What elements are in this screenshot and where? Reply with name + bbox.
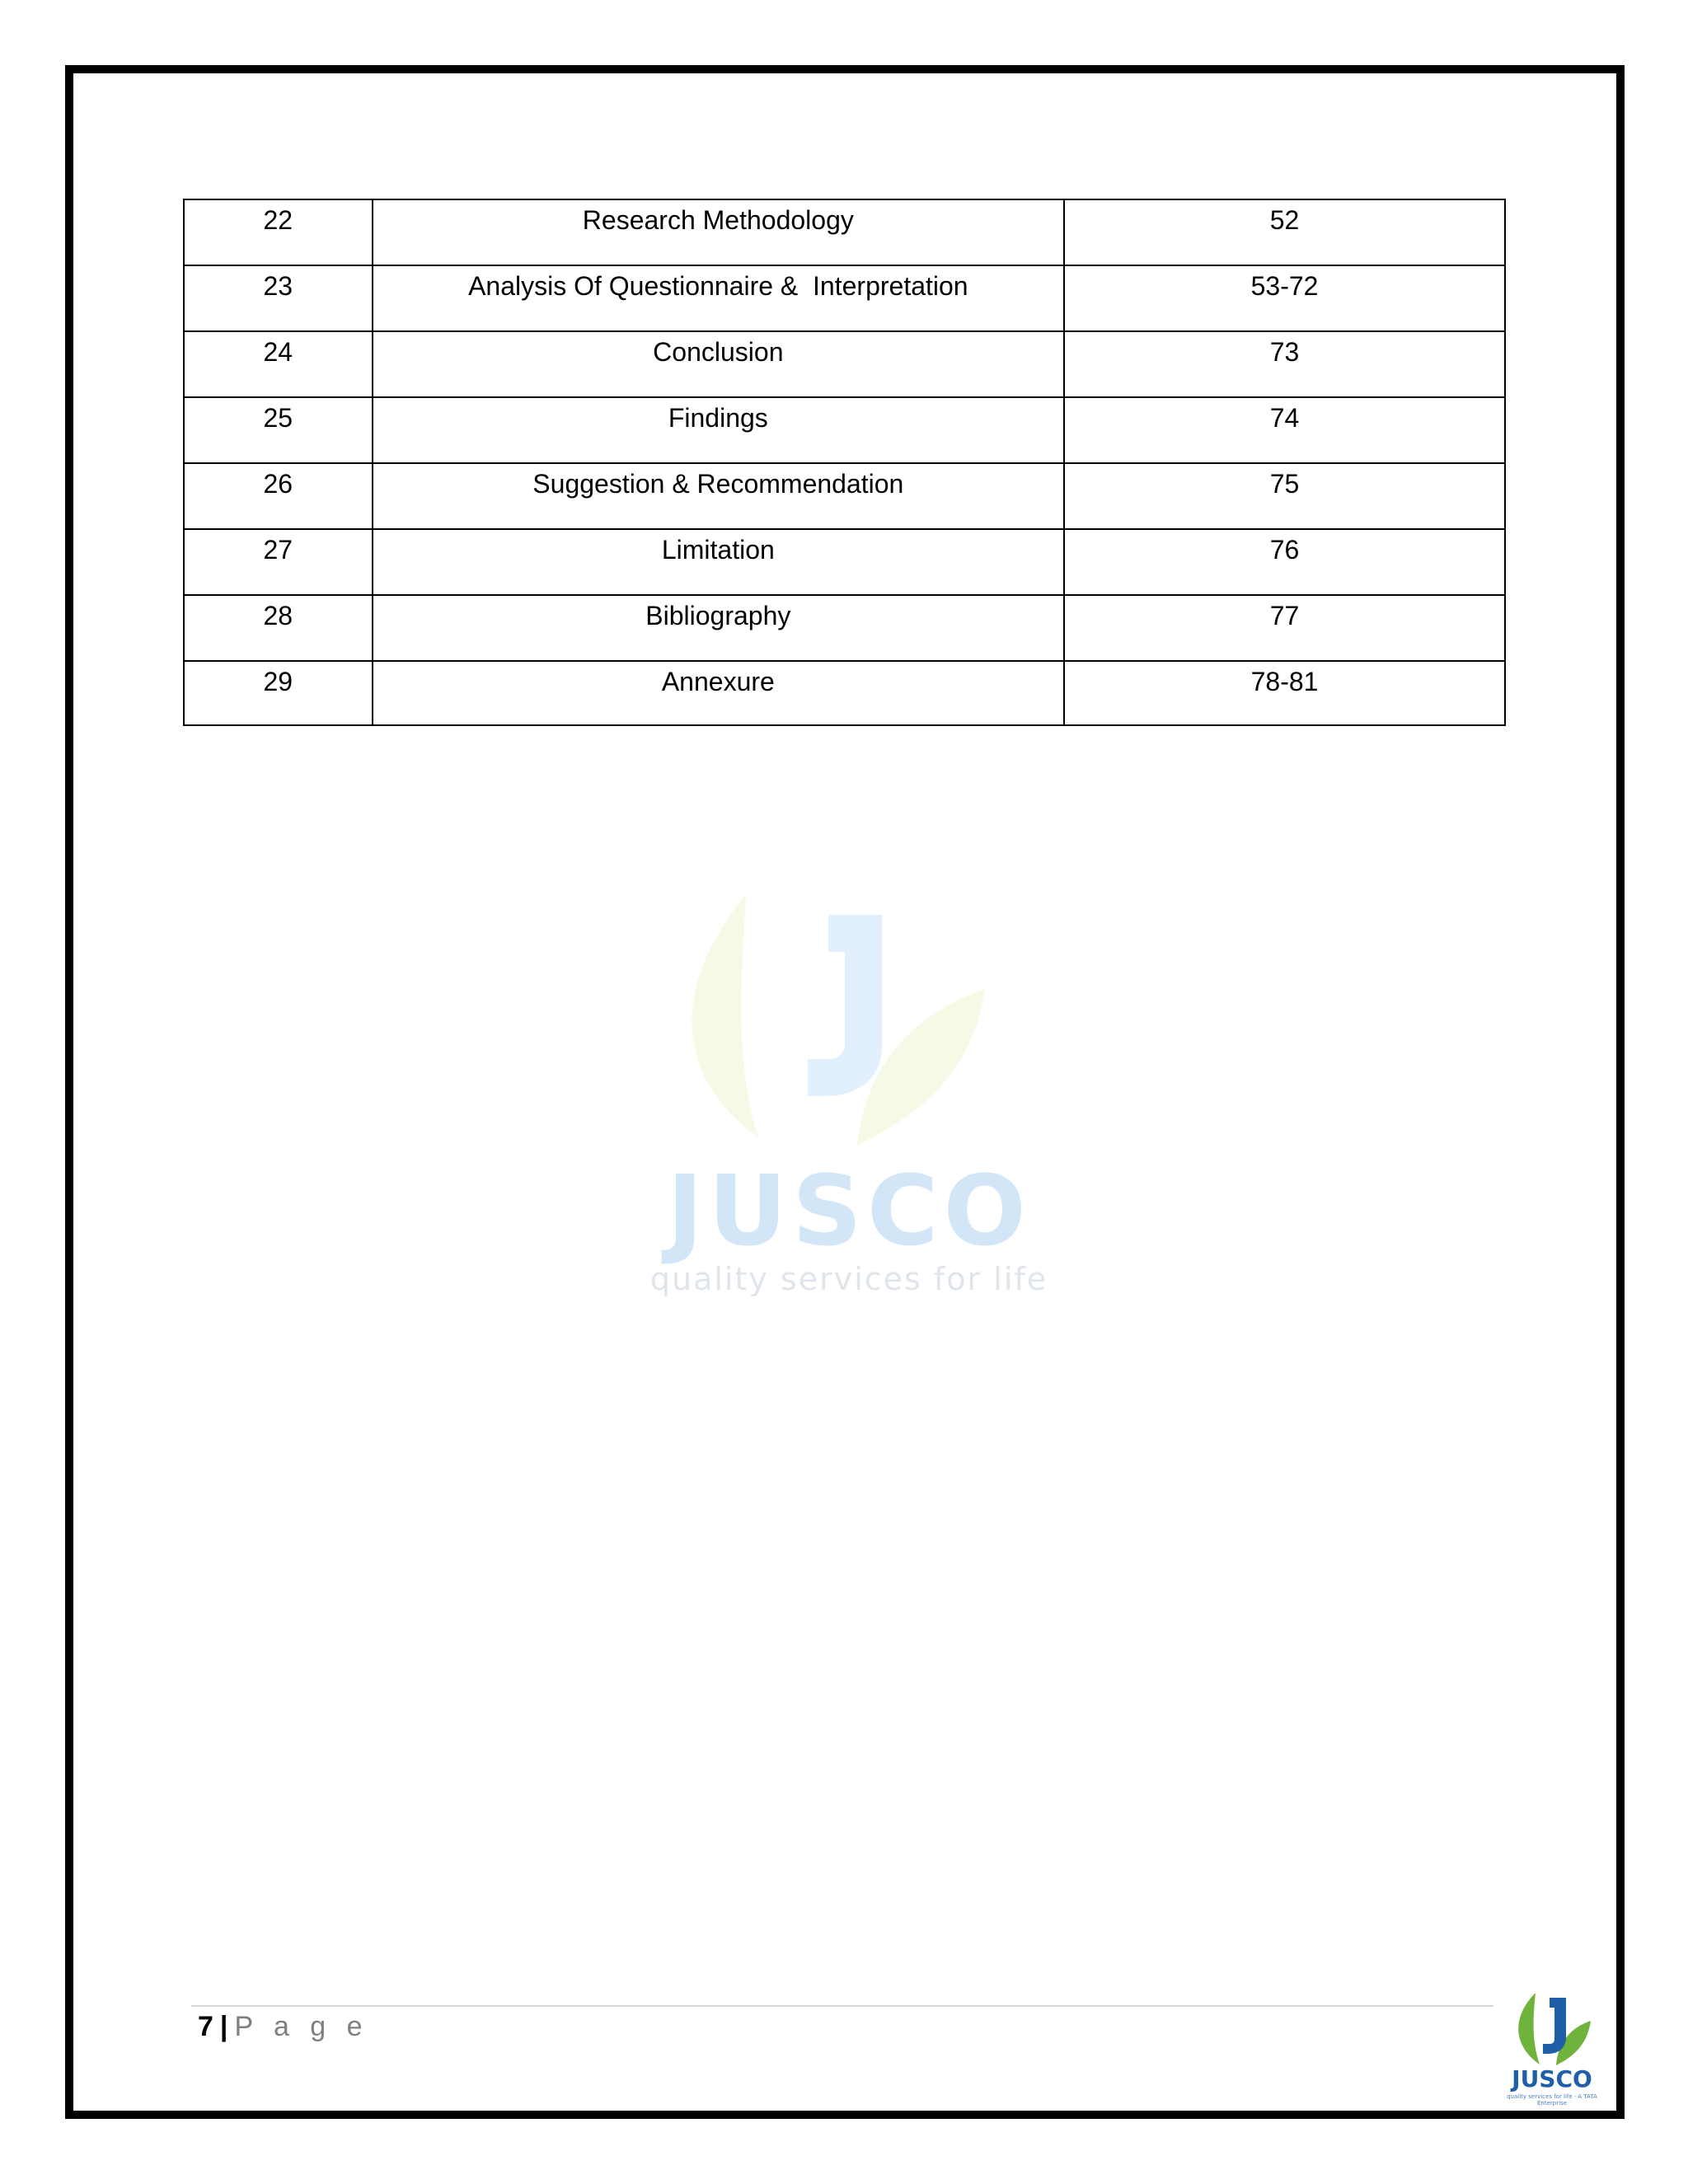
table-row <box>184 529 1505 595</box>
corner-logo <box>1498 1986 1606 2110</box>
toc-page: 75 <box>1064 463 1505 529</box>
toc-title: Research Methodology <box>373 199 1065 265</box>
toc-number: 26 <box>184 463 373 529</box>
watermark-tagline: quality services for life <box>649 1261 1048 1297</box>
leaf-j-icon <box>643 890 1055 1170</box>
toc-page: 76 <box>1064 529 1505 595</box>
footer-divider <box>191 2005 1493 2007</box>
table-row <box>184 463 1505 529</box>
watermark-brand: JUSCO <box>667 1154 1031 1268</box>
toc-title: Conclusion <box>373 331 1065 397</box>
toc-page: 74 <box>1064 397 1505 463</box>
table-row <box>184 199 1505 265</box>
page-label: P a g e <box>234 2011 369 2042</box>
toc-page: 77 <box>1064 595 1505 661</box>
page-number: 7 <box>198 2011 213 2042</box>
watermark-logo <box>643 890 1055 1319</box>
table-row <box>184 661 1505 725</box>
corner-logo-tagline: quality services for life · A TATA Enterprise <box>1507 2093 1597 2107</box>
page-footer <box>198 2011 369 2043</box>
toc-number: 28 <box>184 595 373 661</box>
toc-number: 23 <box>184 265 373 331</box>
toc-page: 73 <box>1064 331 1505 397</box>
toc-table <box>183 199 1506 726</box>
toc-title: Suggestion & Recommendation <box>373 463 1065 529</box>
toc-page: 78-81 <box>1064 661 1505 725</box>
toc-title: Findings <box>373 397 1065 463</box>
leaf-j-icon <box>1498 1986 1606 2069</box>
page-separator: | <box>219 2011 228 2042</box>
table-row <box>184 595 1505 661</box>
table-row <box>184 331 1505 397</box>
toc-title: Annexure <box>373 661 1065 725</box>
table-row <box>184 397 1505 463</box>
table-row <box>184 265 1505 331</box>
toc-title: Limitation <box>373 529 1065 595</box>
toc-title: Bibliography <box>373 595 1065 661</box>
toc-page: 53-72 <box>1064 265 1505 331</box>
toc-number: 22 <box>184 199 373 265</box>
toc-title: Analysis Of Questionnaire & Interpretation <box>373 265 1065 331</box>
toc-number: 27 <box>184 529 373 595</box>
toc-number: 25 <box>184 397 373 463</box>
toc-page: 52 <box>1064 199 1505 265</box>
corner-logo-brand: JUSCO <box>1512 2065 1592 2093</box>
toc-number: 29 <box>184 661 373 725</box>
toc-number: 24 <box>184 331 373 397</box>
